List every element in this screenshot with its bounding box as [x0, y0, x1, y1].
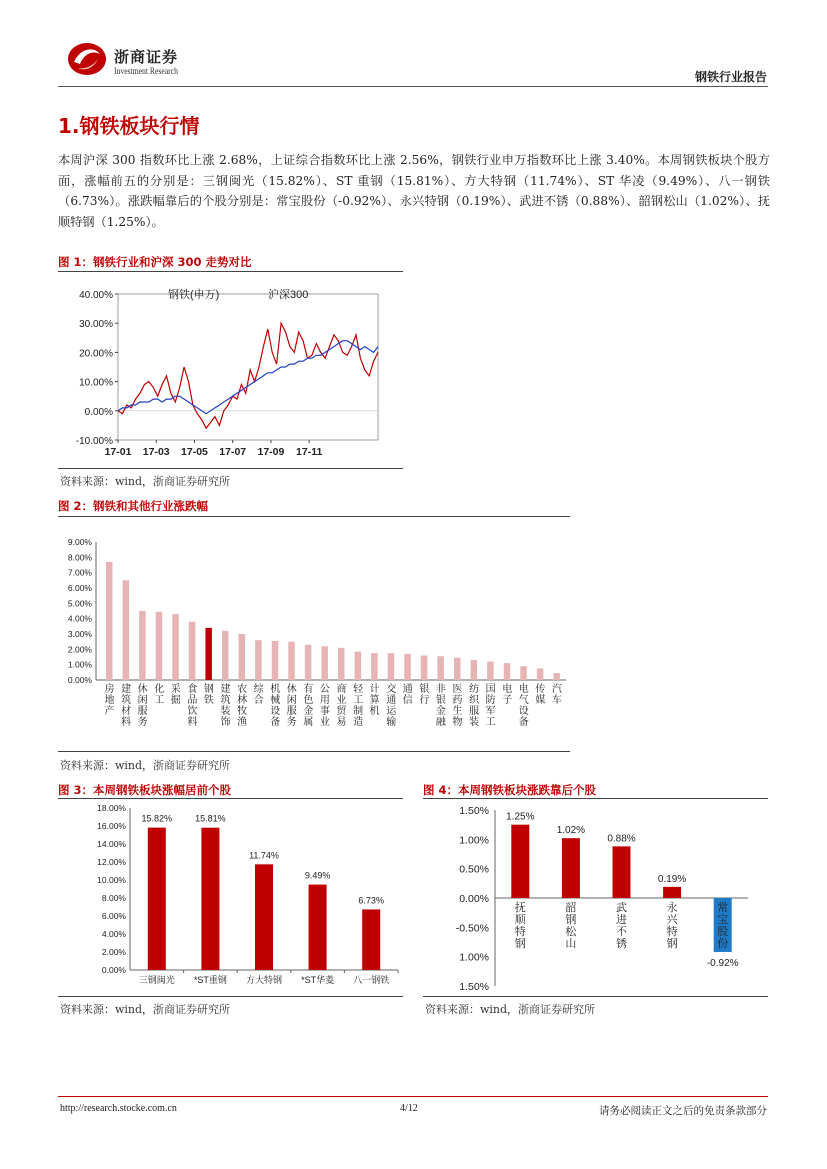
category-label: 房地产 — [104, 684, 115, 717]
fig3-bar-chart — [58, 800, 403, 992]
x-tick-label: 17-05 — [181, 446, 208, 458]
data-label: -0.92% — [706, 957, 739, 969]
bar-1 — [201, 828, 219, 970]
fig4-bottom-rule — [423, 996, 768, 997]
fig2-bottom-rule — [58, 751, 570, 752]
fig1-bottom-rule — [58, 468, 403, 469]
data-label: 15.82% — [141, 813, 173, 824]
footer-url[interactable]: http://research.stocke.com.cn — [60, 1103, 177, 1114]
x-tick-label: 17-03 — [142, 446, 170, 458]
category-label: 公用事业 — [319, 684, 330, 728]
category-label: 电气设备 — [518, 684, 529, 728]
fig2-top-rule — [58, 516, 570, 517]
bar-24 — [504, 663, 511, 680]
category-label: 非银金融 — [435, 684, 446, 728]
summary-paragraph: 本周沪深 300 指数环比上涨 2.68%，上证综合指数环比上涨 2.56%，钢铁行业申万指数环比上涨 3.40%。本周钢铁板块个股方面，涨幅前五的分别是：三钢闽光（15.82%）、ST 重钢（15.81%）、方大特钢（11.74%）、ST 华凌（9.49%）、八一钢铁（6.73%）。涨跌幅靠后的个股分别是：常宝股份（-0.92%）、永兴特钢（0.19%）、武进不锈（0.88%）、韶钢松山（1.02%）、抚顺特钢（1.25%）。 — [58, 153, 770, 229]
fig1-title: 图 1：钢铁行业和沪深 300 走势对比 — [58, 255, 252, 269]
data-label: 1.02% — [556, 825, 586, 837]
x-tick-label: 17-01 — [104, 446, 132, 458]
y-tick-label: 1.50% — [459, 981, 489, 992]
bar-9 — [255, 640, 262, 680]
fig4-bar-chart — [423, 800, 768, 992]
category-label: 计算机 — [369, 684, 380, 717]
y-tick-label: 14.00% — [97, 839, 126, 849]
bar-26 — [537, 669, 544, 681]
bar-14 — [338, 648, 345, 680]
category-label: 采掘 — [170, 684, 181, 706]
y-tick-label: 4.00% — [101, 929, 126, 939]
category-label: 韶钢松山 — [565, 902, 577, 950]
y-tick-label: 5.00% — [67, 598, 92, 609]
bar-1 — [123, 580, 130, 680]
bar-15 — [355, 652, 362, 680]
y-tick-label: 0.00% — [67, 675, 92, 685]
fig2-bar-chart — [58, 532, 570, 744]
bar-0 — [511, 825, 529, 898]
bar-0 — [148, 828, 166, 970]
category-label: 纺织服装 — [469, 684, 480, 728]
y-tick-label: 0.00% — [101, 965, 126, 975]
y-tick-label: 1.00% — [459, 951, 489, 964]
bar-16 — [371, 653, 378, 680]
category-label: 传媒 — [535, 684, 546, 706]
y-tick-label: 30.00% — [79, 319, 113, 331]
bar-3 — [663, 887, 681, 898]
y-tick-label: 0.00% — [84, 406, 113, 418]
page-number: 4/12 — [400, 1103, 418, 1114]
fig3-bottom-rule — [58, 996, 403, 997]
footer-divider — [58, 1096, 768, 1097]
y-tick-label: 10.00% — [97, 875, 126, 885]
category-label: 商业贸易 — [336, 684, 347, 728]
x-tick-label: 17-09 — [257, 446, 285, 458]
legend-label: 钢铁(申万) — [168, 289, 220, 301]
category-label: 武进不锈 — [616, 902, 627, 950]
bar-21 — [454, 658, 461, 680]
bar-22 — [471, 660, 478, 680]
category-label: 轻工制造 — [353, 684, 364, 728]
y-tick-label: 16.00% — [97, 821, 126, 831]
y-tick-label: -0.50% — [455, 922, 489, 935]
category-label: 汽车 — [551, 684, 562, 706]
category-label: 休闲服务 — [286, 684, 297, 728]
category-label: 抚顺特钢 — [514, 902, 526, 950]
fig2-title: 图 2：钢铁和其他行业涨跌幅 — [58, 499, 209, 513]
category-label: 农林牧渔 — [237, 684, 248, 728]
bar-13 — [321, 646, 328, 680]
data-label: 9.49% — [304, 870, 331, 881]
bar-10 — [272, 641, 279, 680]
category-label: 永兴特钢 — [666, 902, 678, 950]
fig4-title: 图 4：本周钢铁板块涨跌靠后个股 — [423, 783, 597, 797]
bar-8 — [239, 634, 246, 680]
bar-3 — [156, 612, 163, 680]
fig3-top-rule — [58, 798, 403, 799]
y-tick-label: 12.00% — [97, 857, 126, 867]
category-label: *ST华菱 — [301, 975, 335, 985]
bar-2 — [613, 846, 631, 898]
series-line-0 — [118, 323, 378, 428]
category-label: 钢铁 — [203, 684, 214, 706]
brand-subtitle: Investment Research — [114, 66, 178, 76]
bar-27 — [553, 673, 560, 680]
category-label: 方大特钢 — [245, 975, 283, 985]
category-label: 休闲服务 — [137, 684, 148, 728]
y-tick-label: 2.00% — [101, 947, 126, 957]
bar-2 — [255, 864, 273, 970]
bar-5 — [189, 622, 196, 680]
fig2-source: 资料来源：wind，浙商证券研究所 — [60, 759, 231, 772]
y-tick-label: 1.50% — [459, 805, 489, 817]
y-tick-label: 1.00% — [459, 834, 489, 847]
fig3-source: 资料来源：wind，浙商证券研究所 — [60, 1003, 231, 1016]
y-tick-label: 6.00% — [67, 583, 92, 593]
y-tick-label: 0.50% — [459, 863, 489, 876]
legend-label: 沪深300 — [268, 289, 309, 301]
data-label: 1.25% — [506, 811, 535, 823]
category-label: 化工 — [154, 684, 165, 706]
data-label: 15.81% — [195, 813, 226, 824]
fig4-top-rule — [423, 798, 768, 799]
brand-name: 浙商证券 — [114, 48, 179, 66]
fig4-source: 资料来源：wind，浙商证券研究所 — [425, 1003, 596, 1016]
data-label: 0.19% — [657, 873, 687, 885]
fig1-top-rule — [58, 271, 403, 272]
plot-frame — [118, 294, 378, 440]
bar-11 — [288, 642, 295, 680]
data-label: 0.88% — [607, 833, 636, 845]
bar-3 — [309, 885, 327, 970]
y-tick-label: 2.00% — [67, 644, 92, 655]
y-tick-label: 8.00% — [67, 552, 92, 563]
category-label: 交通运输 — [386, 684, 397, 728]
data-label: 6.73% — [358, 895, 384, 906]
disclaimer-note: 请务必阅读正文之后的免责条款部分 — [599, 1105, 767, 1117]
category-label: 建筑材料 — [121, 684, 132, 728]
bar-20 — [437, 656, 444, 680]
header-divider — [58, 86, 768, 87]
category-label: *ST重钢 — [193, 975, 227, 985]
y-tick-label: 10.00% — [79, 377, 113, 389]
fig1-line-chart — [58, 276, 403, 466]
bar-1 — [562, 838, 580, 898]
category-label: 综合 — [253, 684, 264, 706]
y-tick-label: 4.00% — [67, 613, 92, 624]
y-tick-label: 1.00% — [67, 659, 92, 670]
category-label: 银行 — [419, 684, 430, 706]
bar-0 — [106, 562, 113, 680]
y-tick-label: 20.00% — [79, 348, 113, 360]
bar-17 — [388, 653, 395, 680]
category-label: 国防军工 — [485, 684, 496, 728]
category-label: 建筑装饰 — [220, 684, 231, 728]
category-label: 电子 — [502, 684, 513, 706]
y-tick-label: 8.00% — [101, 893, 126, 903]
report-type: 钢铁行业报告 — [694, 70, 767, 84]
y-tick-label: 0.00% — [459, 893, 489, 905]
bar-19 — [421, 655, 428, 680]
y-tick-label: 3.00% — [67, 629, 92, 639]
y-tick-label: -10.00% — [75, 436, 113, 447]
x-tick-label: 17-07 — [219, 446, 247, 458]
bar-4 — [172, 614, 179, 680]
category-label: 食品饮料 — [187, 684, 198, 728]
bar-6 — [205, 628, 212, 680]
y-tick-label: 6.00% — [101, 911, 126, 921]
x-tick-label: 17-11 — [296, 446, 323, 458]
fig1-source: 资料来源：wind，浙商证券研究所 — [60, 475, 231, 488]
y-tick-label: 40.00% — [79, 290, 113, 301]
section-title: 1.钢铁板块行情 — [58, 114, 200, 138]
category-label: 常宝股份 — [717, 902, 729, 950]
category-label: 机械设备 — [270, 684, 281, 728]
bar-23 — [487, 662, 494, 680]
bar-2 — [139, 611, 146, 680]
data-label: 11.74% — [249, 850, 279, 861]
bar-4 — [362, 909, 380, 970]
bar-7 — [222, 631, 229, 680]
y-tick-label: 7.00% — [67, 567, 92, 578]
bar-18 — [404, 654, 411, 680]
category-label: 有色金属 — [303, 684, 314, 728]
y-tick-label: 9.00% — [67, 537, 92, 547]
series-line-1 — [118, 341, 378, 414]
y-tick-label: 18.00% — [97, 803, 126, 813]
fig3-title: 图 3：本周钢铁板块涨幅居前个股 — [58, 783, 232, 797]
logo-icon — [66, 40, 108, 78]
category-label: 三钢闽光 — [138, 975, 175, 985]
category-label: 八一钢铁 — [353, 975, 390, 985]
category-label: 医药生物 — [452, 684, 463, 728]
category-label: 通信 — [402, 684, 413, 706]
bar-25 — [520, 666, 527, 680]
bar-12 — [305, 645, 312, 680]
